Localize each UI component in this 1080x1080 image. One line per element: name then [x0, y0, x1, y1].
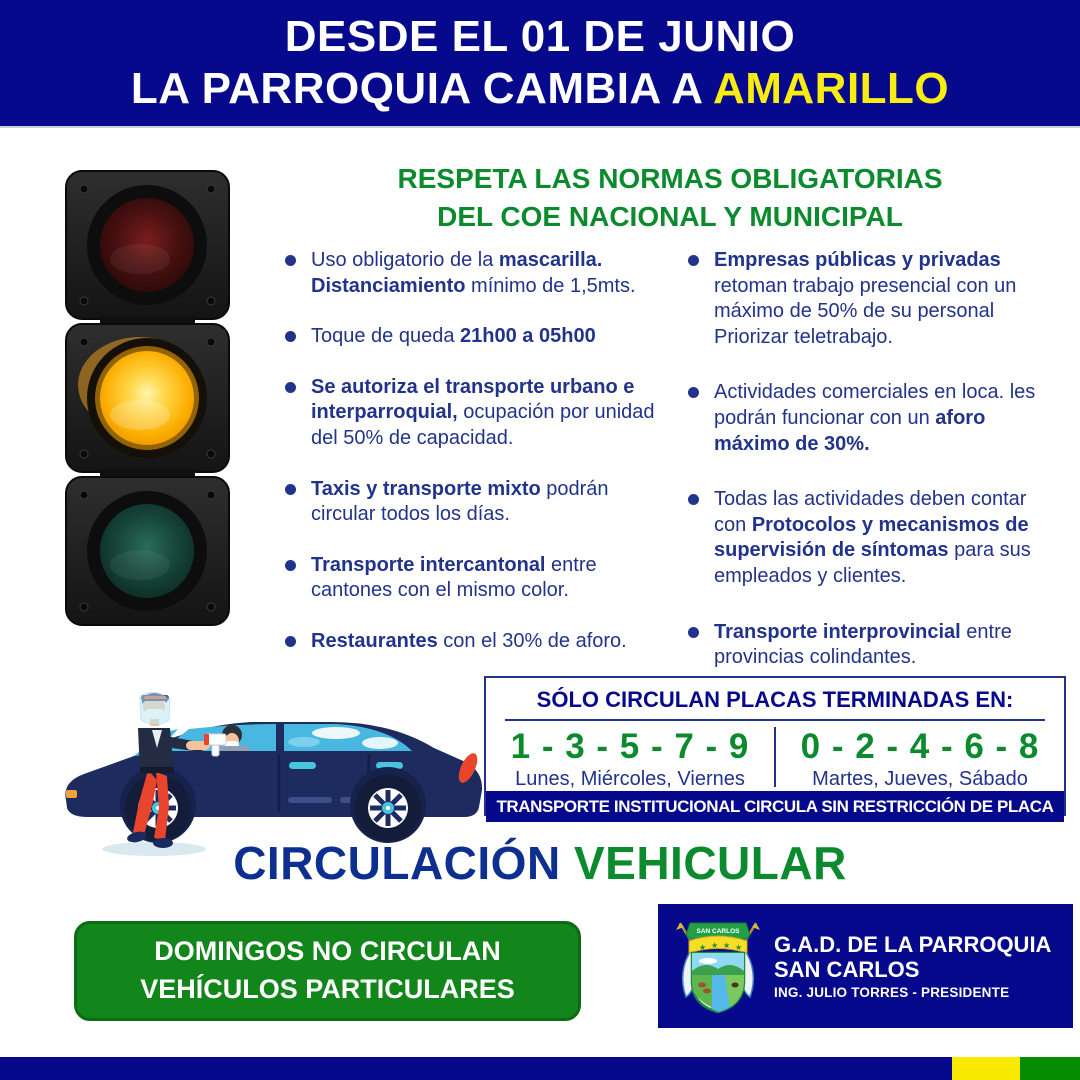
- bottom-stripe-navy: [0, 1057, 952, 1080]
- norm-item: [688, 248, 1044, 350]
- green-light-module: [66, 477, 229, 625]
- norms-left-list: [285, 248, 657, 680]
- norm-text: entre provincias colindantes.: [714, 620, 1012, 669]
- banner-line1: DESDE EL 01 DE JUNIO: [284, 12, 796, 61]
- plate-restriction-box: [484, 676, 1066, 816]
- bullet-icon: [285, 636, 296, 647]
- plates-footer-note: TRANSPORTE INSTITUCIONAL CIRCULA SIN RESTRICCIÓN DE PLACA: [486, 791, 1064, 822]
- bullet-icon: [285, 255, 296, 266]
- bullet-icon: [688, 387, 699, 398]
- red-light-module: [66, 171, 229, 319]
- circulation-heading: [0, 836, 1080, 890]
- norm-item: [688, 380, 1044, 457]
- sunday-line1: DOMINGOS NO CIRCULAN: [154, 936, 501, 967]
- even-plate-days: Martes, Jueves, Sábado: [812, 768, 1028, 790]
- gad-footer-box: [658, 904, 1073, 1028]
- norm-item: [285, 375, 657, 452]
- norm-text: entre cantones con el mismo color.: [311, 553, 597, 602]
- odd-plate-numbers: 1 - 3 - 5 - 7 - 9: [510, 727, 750, 766]
- even-plate-numbers: 0 - 2 - 4 - 6 - 8: [800, 727, 1040, 766]
- norm-text-bold: mascarilla. Distanciamiento: [311, 249, 603, 297]
- banner-line2-prefix: LA PARROQUIA CAMBIA A: [130, 64, 713, 113]
- banner-line2: [0, 64, 1080, 114]
- gad-line1: G.A.D. DE LA PARROQUIA: [774, 931, 1052, 957]
- norm-text: Todas las actividades deben contar con: [714, 488, 1027, 536]
- gad-line2: SAN CARLOS: [774, 957, 920, 982]
- norm-text-bold: Se autoriza el transporte urbano e interparroquial,: [311, 375, 635, 424]
- norm-text: retoman trabajo presencial con un máximo de 50% de su personal Priorizar teletrabajo.: [714, 274, 1017, 348]
- bullet-icon: [688, 494, 699, 505]
- bullet-icon: [688, 627, 699, 638]
- plates-title: SÓLO CIRCULAN PLACAS TERMINADAS EN:: [505, 687, 1045, 721]
- gad-line3: ING. JULIO TORRES - PRESIDENTE: [774, 985, 1010, 1001]
- norm-text: con el 30% de aforo.: [437, 629, 627, 652]
- norm-text: podrán circular todos los días.: [311, 477, 609, 526]
- car: [65, 722, 482, 843]
- crest-star-icon: ★: [711, 941, 719, 950]
- norm-text-bold: Protocolos y mecanismos de supervisión de síntomas: [714, 513, 1029, 562]
- crest-star-icon: ★: [723, 941, 731, 950]
- gad-text-block: [774, 932, 1051, 1001]
- top-banner: [0, 0, 1080, 128]
- norm-text: para sus empleados y clientes.: [714, 539, 1031, 587]
- norm-item: [285, 324, 657, 350]
- norm-text-bold: Transporte interprovincial: [714, 620, 961, 643]
- odd-plate-days: Lunes, Miércoles, Viernes: [515, 768, 745, 790]
- crest-banner-label: SAN CARLOS: [696, 928, 740, 935]
- bottom-stripe-green: [1020, 1057, 1080, 1080]
- norm-text: Uso obligatorio de la: [311, 249, 499, 271]
- norms-heading: [320, 160, 1020, 236]
- norm-text-bold: aforo máximo de 30%.: [714, 406, 986, 455]
- norm-text-bold: Taxis y transporte mixto: [311, 477, 541, 500]
- rear-wheel: [355, 775, 421, 841]
- bullet-icon: [285, 560, 296, 571]
- norm-text-bold: 21h00 a 05h00: [460, 325, 596, 348]
- bullet-icon: [285, 484, 296, 495]
- bullet-icon: [285, 331, 296, 342]
- crest-star-icon: ★: [735, 943, 743, 952]
- norm-text: ocupación por unidad del 50% de capacidad.: [311, 401, 655, 449]
- norms-heading-line2: DEL COE NACIONAL Y MUNICIPAL: [437, 200, 903, 232]
- bottom-stripe-yellow: [952, 1057, 1020, 1080]
- crest-star-icon: ★: [699, 943, 707, 952]
- norm-item: [285, 553, 657, 604]
- norm-text: Actividades comerciales en loca. les podrán funcionar con un: [714, 381, 1036, 429]
- norm-item: [285, 248, 657, 299]
- norm-item: [688, 487, 1044, 589]
- circulation-word-blue: CIRCULACIÓN: [233, 837, 561, 889]
- officer-temperature-check-car-illustration: [36, 650, 491, 860]
- norms-right-list: [688, 248, 1044, 701]
- plates-row: [486, 721, 1064, 791]
- norm-text-bold: Restaurantes: [311, 629, 438, 652]
- bullet-icon: [688, 255, 699, 266]
- norm-text-bold: Transporte intercantonal: [311, 553, 546, 576]
- banner-highlight-amarillo: AMARILLO: [712, 64, 950, 113]
- odd-plates-column: [486, 721, 774, 791]
- norm-item: [688, 620, 1044, 671]
- bullet-icon: [285, 382, 296, 393]
- norm-text: Toque de queda: [311, 325, 461, 348]
- circulation-word-green: VEHICULAR: [573, 837, 847, 889]
- norm-text: mínimo de 1,5mts.: [465, 274, 636, 297]
- norm-text-bold: Empresas públicas y privadas: [714, 249, 1001, 271]
- norm-item: [285, 477, 657, 528]
- san-carlos-parish-crest-icon: [672, 913, 764, 1019]
- sunday-restriction-box: [74, 921, 581, 1021]
- norms-heading-line1: RESPETA LAS NORMAS OBLIGATORIAS: [397, 163, 943, 194]
- traffic-light-amber-on-icon: [60, 167, 235, 629]
- sunday-line2: VEHÍCULOS PARTICULARES: [140, 974, 515, 1004]
- even-plates-column: [776, 721, 1064, 791]
- amber-light-module: [66, 324, 229, 472]
